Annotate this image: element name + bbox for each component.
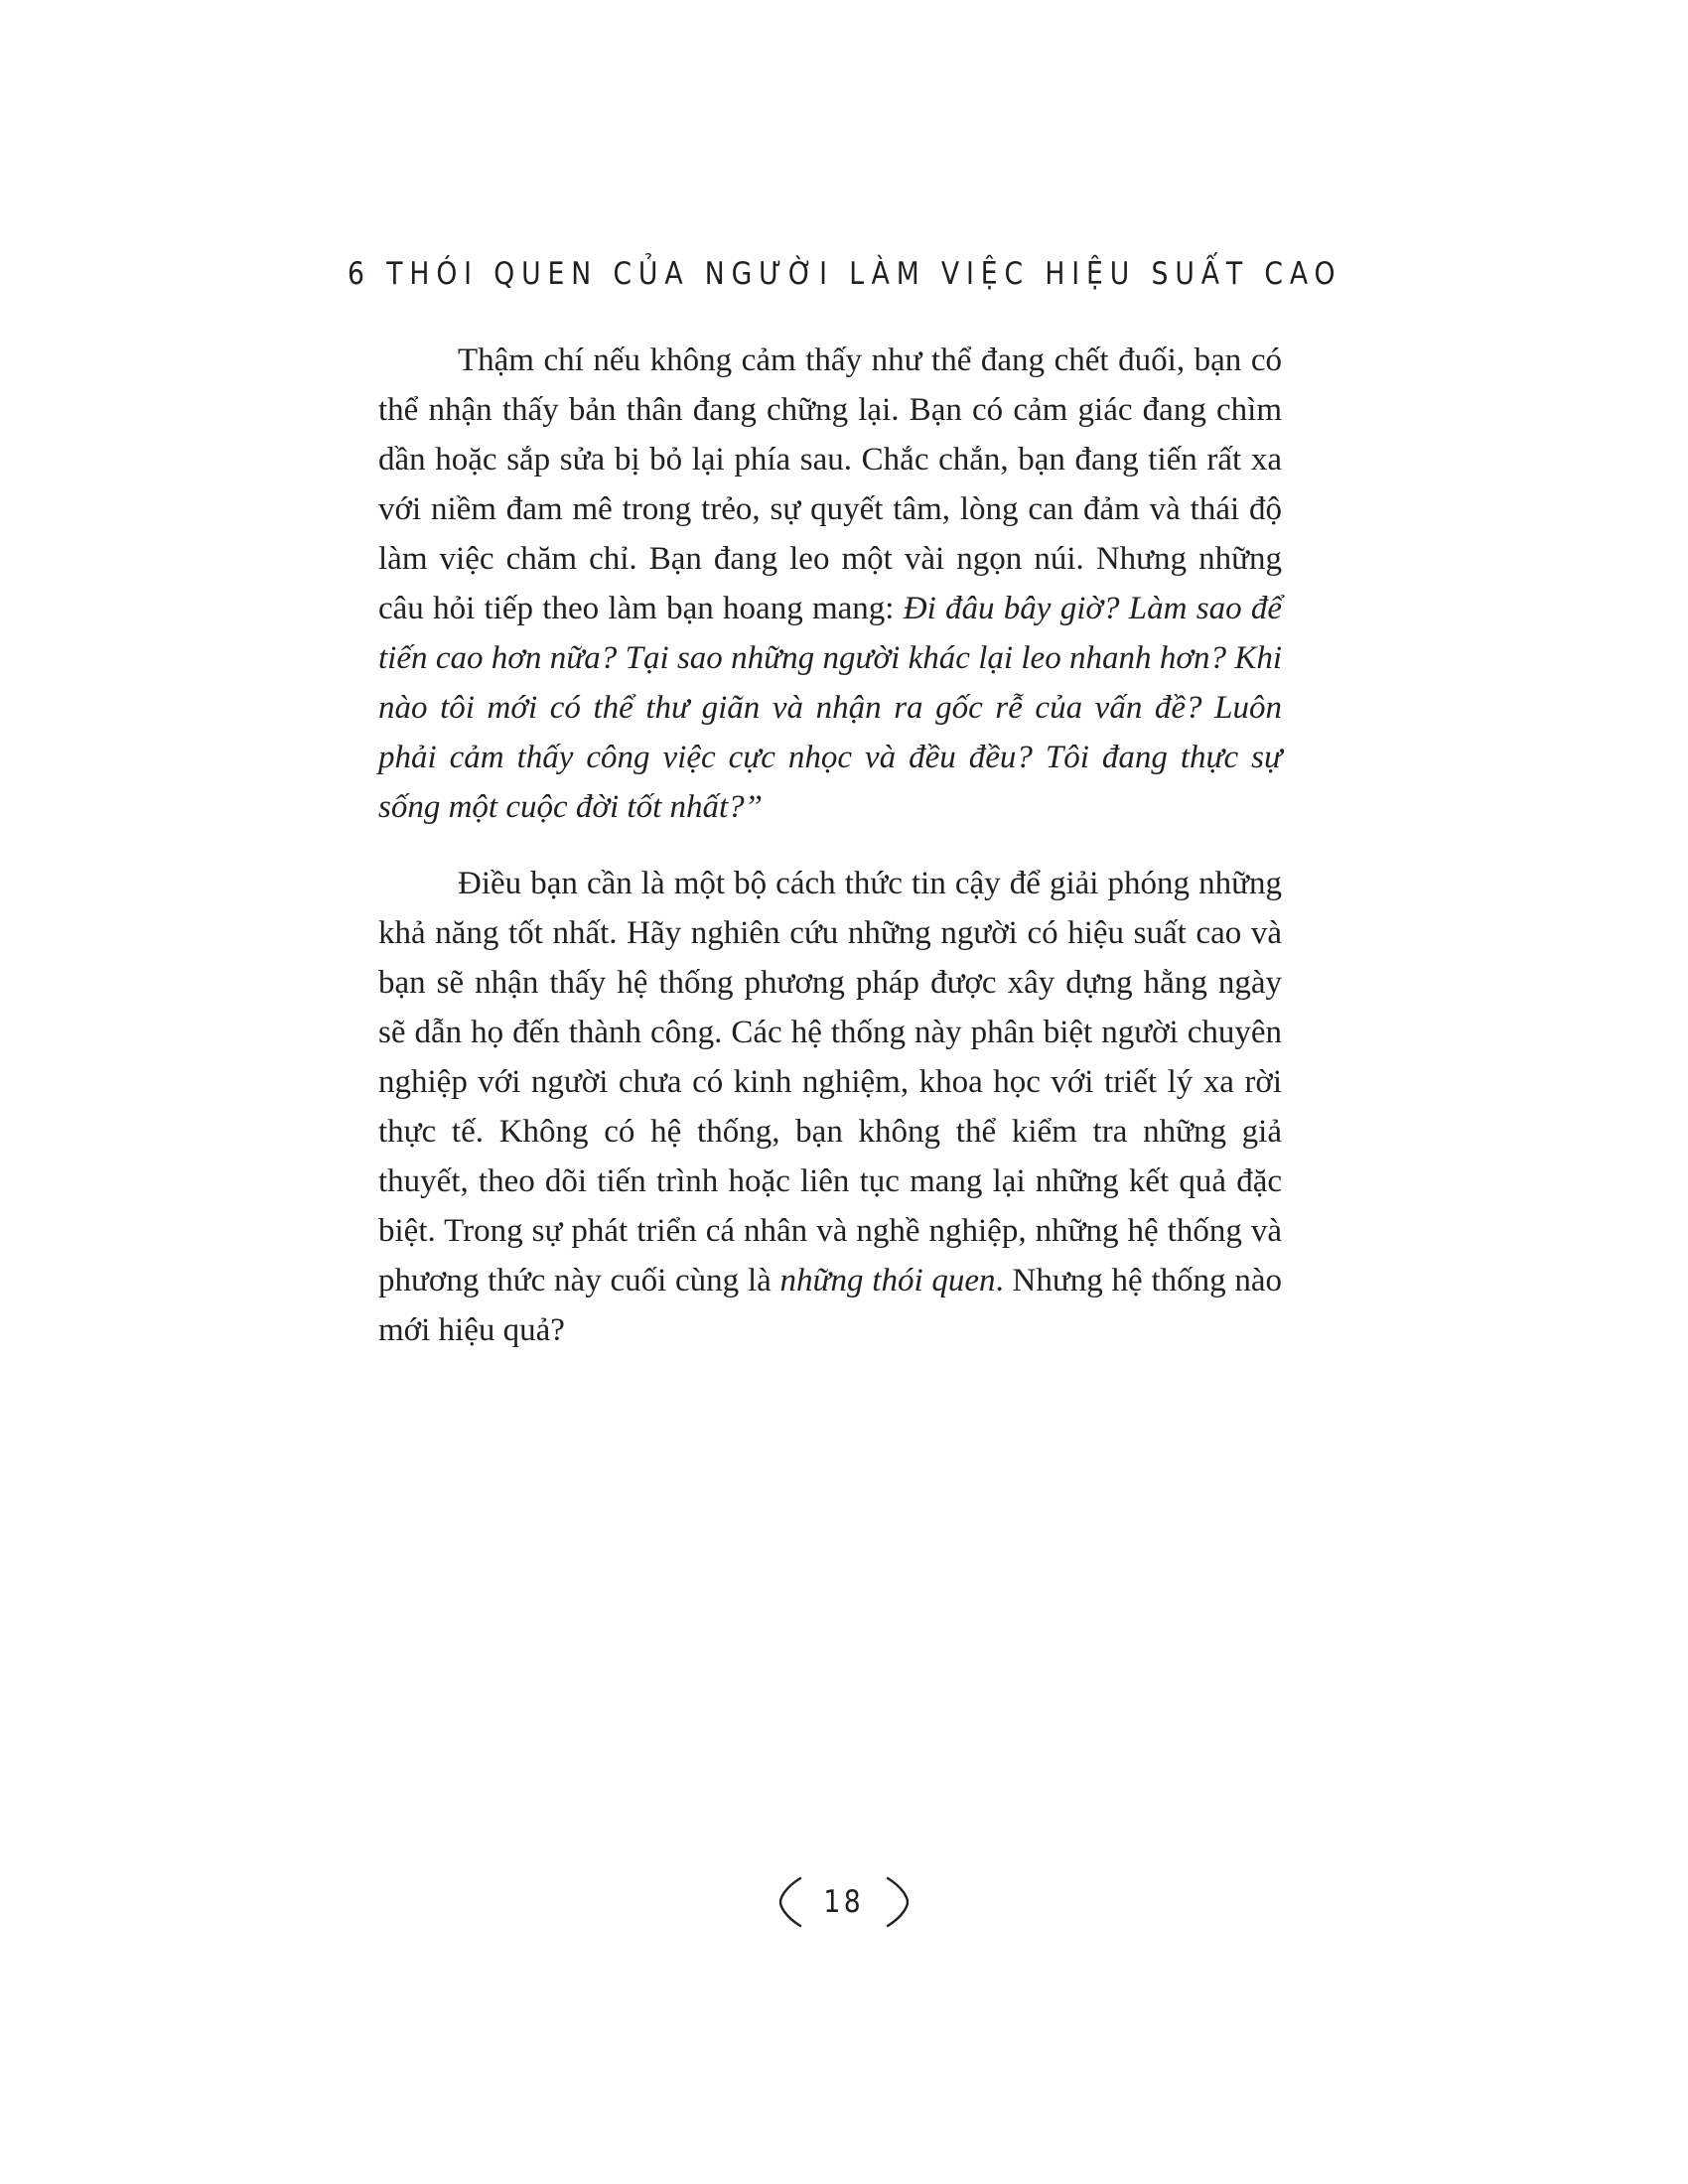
paragraph-2-italic-phrase: những thói quen	[779, 1263, 996, 1298]
paragraph-1-text: Thậm chí nếu không cảm thấy như thể đang chết đuối, bạn có thể nhận thấy bản thân đang chững lại. Bạn có cảm giác đang chìm dần hoặc sắp sửa bị bỏ lại phía sau. Chắc chắn, bạn đang tiến rất xa với niềm đam mê trong trẻo, sự quyết tâm, lòng can đảm và thái độ làm việc chăm chỉ. Bạn đang leo một vài ngọn núi. Nhưng những câu hỏi tiếp theo làm bạn hoang mang:	[378, 342, 1282, 626]
running-header: 6 THÓI QUEN CỦA NGƯỜI LÀM VIỆC HIỆU SUẤT CAO	[348, 256, 1342, 292]
right-parenthesis-ornament	[884, 1876, 910, 1928]
page-number: 18	[823, 1884, 865, 1920]
paragraph-2-text-end: . Nhưng hệ thống nào mới hiệu quả?	[378, 1263, 1283, 1348]
left-parenthesis-ornament	[778, 1876, 804, 1928]
body-text	[378, 336, 1282, 1355]
paragraph-2	[378, 859, 1282, 1355]
paragraph-1-italic-questions: Đi đâu bây giờ? Làm sao để tiến cao hơn nữa? Tại sao những người khác lại leo nhanh hơn? Khi nào tôi mới có thể thư giãn và nhận ra gốc rễ của vấn đề? Luôn phải cảm thấy công việc cực nhọc và đều đều? Tôi đang thực sự sống một cuộc đời tốt nhất?”	[378, 591, 1282, 825]
paragraph-1	[378, 336, 1282, 832]
paragraph-2-text: Điều bạn cần là một bộ cách thức tin cậy để giải phóng những khả năng tốt nhất. Hãy nghiên cứu những người có hiệu suất cao và bạn sẽ nhận thấy hệ thống phương pháp được xây dựng hằng ngày sẽ dẫn họ đến thành công. Các hệ thống này phân biệt người chuyên nghiệp với người chưa có kinh nghiệm, khoa học với triết lý xa rời thực tế. Không có hệ thống, bạn không thể kiểm tra những giả thuyết, theo dõi tiến trình hoặc liên tục mang lại những kết quả đặc biệt. Trong sự phát triển cá nhân và nghề nghiệp, những hệ thống và phương thức này cuối cùng là	[378, 866, 1282, 1298]
page-folio	[0, 1876, 1688, 1936]
